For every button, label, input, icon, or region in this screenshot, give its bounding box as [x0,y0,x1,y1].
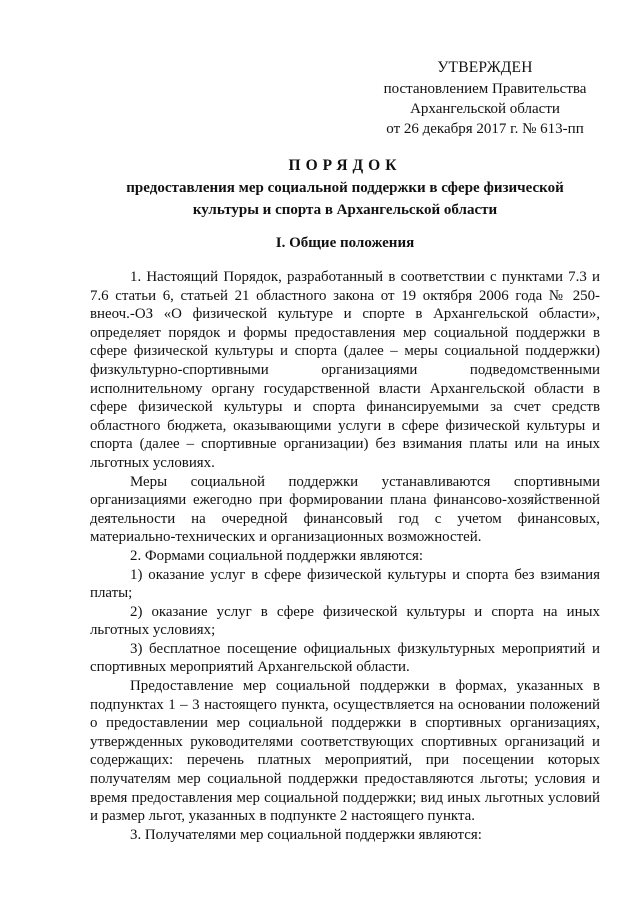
title-subtitle-line-1: предоставления мер социальной поддержки в сфере физической [126,180,564,196]
title-heading: ПОРЯДОК [288,157,402,174]
approval-stamp [360,58,610,139]
approval-line-2: Архангельской области [410,101,560,117]
paragraph: 2. Формами социальной поддержки являются: [130,547,424,564]
paragraph: 3. Получателями мер социальной поддержки являются: [130,826,482,843]
paragraph: Меры социальной поддержки устанавливаются спортивными организациями ежегодно при формировании плана финансово-хозяйственной деятельности на очередной финансовый год с учетом финансовых, материально-технических и организационных возможностей. [90,473,600,546]
title-subtitle-line-2: культуры и спорта в Архангельской области [192,202,498,218]
paragraph: 3) бесплатное посещение официальных физкультурных мероприятий и спортивных мероприятий Архангельской области. [90,640,600,676]
approval-line-3: от 26 декабря 2017 г. № 613-пп [386,121,584,137]
paragraph: 1) оказание услуг в сфере физической культуры и спорта без взимания платы; [90,566,600,602]
document-title [90,156,600,220]
section-heading: I. Общие положения [275,235,415,251]
approval-heading: УТВЕРЖДЕН [437,59,533,76]
paragraph: Предоставление мер социальной поддержки в формах, указанных в подпунктах 1 – 3 настоящего пункта, осуществляется на основании положений о предоставлении мер социальной поддержки в спортивных организациях, утвержденных руководителями соответствующих спортивных организаций и содержащих: перечень платных мероприятий, при посещении которых получателям мер социальной поддержки предоставляются льготы; условия и время предоставления мер социальной поддержки; вид иных льготных условий и размер льгот, указанных в подпункте 2 настоящего пункта. [90,678,600,825]
paragraph: 2) оказание услуг в сфере физической культуры и спорта на иных льготных условиях; [90,603,600,639]
document-body [90,268,600,844]
paragraph: 1. Настоящий Порядок, разработанный в соответствии с пунктами 7.3 и 7.6 статьи 6, статьей 21 областного закона от 19 октября 2006 года № 250-внеоч.-ОЗ «О физической культуре и спорте в Архангельской области», определяет порядок и формы предоставления мер социальной поддержки в сфере физической культуры и спорта (далее – меры социальной поддержки) физкультурно-спортивными организациями подведомственными исполнительному органу государственной власти Архангельской области в сфере физической культуры и спорта финансируемыми за счет средств областного бюджета, оказывающими услуги в сфере физической культуры и спорта (далее – спортивные организации) без взимания платы или на иных льготных условиях. [90,269,600,471]
approval-line-1: постановлением Правительства [383,81,587,97]
